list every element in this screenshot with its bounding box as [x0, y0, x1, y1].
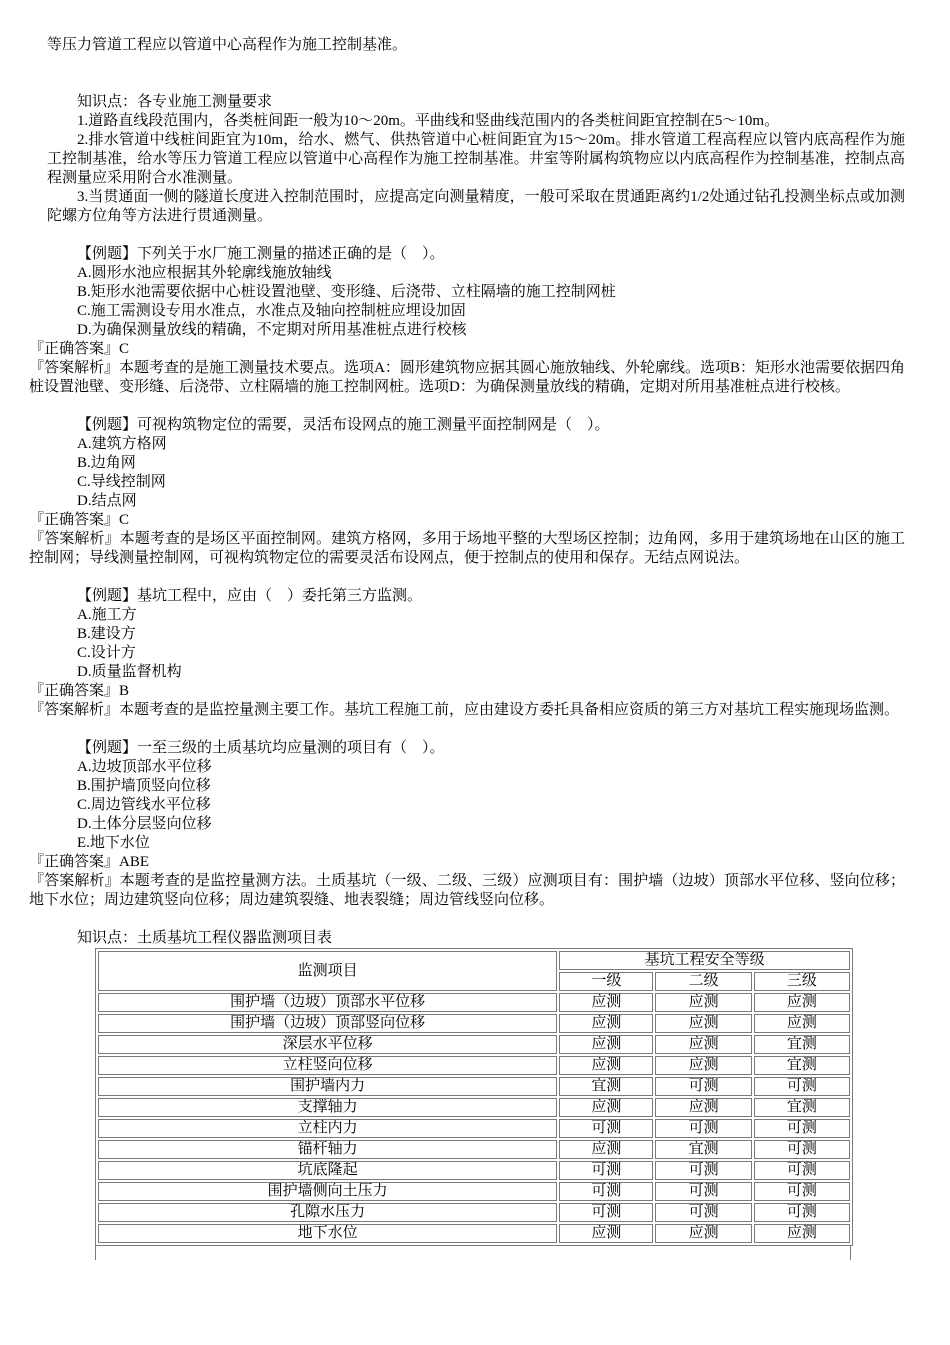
table-cell: 可测 [754, 1140, 850, 1159]
table-row [98, 1056, 850, 1075]
question-section [29, 739, 905, 910]
answer-option: C.设计方 [77, 645, 136, 661]
answer-option: B.围护墙顶竖向位移 [77, 778, 211, 794]
answer-analysis: 『答案解析』本题考查的是监控量测主要工作。基坑工程施工前，应由建设方委托具备相应资质的第三方对基坑工程实施现场监测。 [29, 702, 900, 718]
table-cell: 应测 [655, 1056, 751, 1075]
table-cell: 应测 [754, 1224, 850, 1243]
table-cell: 应测 [655, 1035, 751, 1054]
table-cell: 可测 [754, 1161, 850, 1180]
monitoring-item-cell: 锚杆轴力 [98, 1140, 557, 1159]
table-cell: 应测 [559, 1014, 653, 1033]
answer-option: D.土体分层竖向位移 [77, 816, 212, 832]
table-cell: 宜测 [754, 1098, 850, 1117]
table-cell: 应测 [559, 1140, 653, 1159]
table-cell: 宜测 [655, 1140, 751, 1159]
section-gap [47, 568, 905, 587]
table-title: 知识点：土质基坑工程仪器监测项目表 [77, 930, 333, 946]
correct-answer-line: 『正确答案』C [29, 512, 130, 528]
table-cell: 可测 [655, 1182, 751, 1201]
correct-answer-line: 『正确答案』C [29, 341, 130, 357]
answer-option: A.施工方 [77, 607, 137, 623]
table-cell: 应测 [559, 1224, 653, 1243]
table-header-cell: 三级 [754, 972, 850, 991]
table-cell: 可测 [754, 1182, 850, 1201]
table-row [98, 1140, 850, 1159]
answer-option: B.边角网 [77, 455, 136, 471]
monitoring-item-cell: 坑底隆起 [98, 1161, 557, 1180]
table-row [98, 1224, 850, 1243]
table-group-header-cell: 基坑工程安全等级 [559, 951, 850, 970]
table-row [98, 1035, 850, 1054]
table-cell: 应测 [559, 1035, 653, 1054]
answer-analysis: 『答案解析』本题考查的是施工测量技术要点。选项A：圆形建筑物应据其圆心施放轴线、外轮廓线。选项B：矩形水池需要依据四角桩设置池壁、变形缝、后浇带、立柱隔墙的施工控制网桩。选项D：为确保测量放线的精确，定期对所用基准桩点进行校核。 [29, 360, 905, 395]
table-header-row [98, 951, 850, 970]
table-cell: 应测 [655, 1224, 751, 1243]
question-section [29, 245, 905, 397]
table-cell: 可测 [655, 1203, 751, 1222]
table-cell: 应测 [655, 1098, 751, 1117]
monitoring-item-cell: 深层水平位移 [98, 1035, 557, 1054]
table-header-cell: 二级 [655, 972, 751, 991]
correct-answer-line: 『正确答案』ABE [29, 854, 150, 870]
measurement-rule-item: 3.当贯通面一侧的隧道长度进入控制范围时，应提高定向测量精度，一般可采取在贯通距离约1/2处通过钻孔投测坐标点或加测陀螺方位角等方法进行贯通测量。 [47, 189, 905, 224]
table-bottom-stub [95, 1246, 851, 1260]
table-cell: 应测 [559, 1056, 653, 1075]
measurement-rule-item: 2.排水管道中线桩间距宜为10m，给水、燃气、供热管道中心桩间距宜为15～20m。排水管道工程高程应以管内底高程作为施工控制基准，给水等压力管道工程应以管道中心高程作为施工控制基准。井室等附属构筑物应以内底高程作为控制基准，控制点高程测量应采用附合水准测量。 [47, 132, 905, 186]
monitoring-item-cell: 孔隙水压力 [98, 1203, 557, 1222]
answer-option: A.边坡顶部水平位移 [77, 759, 212, 775]
intro-paragraph: 等压力管道工程应以管道中心高程作为施工控制基准。 [47, 37, 408, 53]
table-cell: 应测 [655, 1014, 751, 1033]
table-row [98, 993, 850, 1012]
table-cell: 可测 [655, 1077, 751, 1096]
table-row [98, 1161, 850, 1180]
question-section [29, 416, 905, 568]
question-stem: 【例题】基坑工程中，应由（ ）委托第三方监测。 [77, 588, 423, 604]
table-row [98, 1014, 850, 1033]
table-cell: 宜测 [559, 1077, 653, 1096]
table-cell: 宜测 [754, 1035, 850, 1054]
answer-option: D.结点网 [77, 493, 137, 509]
answer-option: B.建设方 [77, 626, 136, 642]
answer-option: B.矩形水池需要依据中心桩设置池壁、变形缝、后浇带、立柱隔墙的施工控制网桩 [77, 284, 616, 300]
table-cell: 应测 [754, 1014, 850, 1033]
correct-answer-line: 『正确答案』B [29, 683, 130, 699]
table-cell: 可测 [559, 1203, 653, 1222]
table-cell: 可测 [754, 1077, 850, 1096]
monitoring-item-cell: 围护墙（边坡）顶部竖向位移 [98, 1014, 557, 1033]
answer-analysis: 『答案解析』本题考查的是场区平面控制网。建筑方格网，多用于场地平整的大型场区控制；边角网，多用于建筑场地在山区的施工控制网；导线测量控制网，可视构筑物定位的需要灵活布设网点，便于控制点的使用和保存。无结点网说法。 [29, 531, 905, 566]
table-row [98, 1119, 850, 1138]
table-cell: 可测 [559, 1182, 653, 1201]
answer-option: D.为确保测量放线的精确，不定期对所用基准桩点进行校核 [77, 322, 467, 338]
section-gap [47, 55, 905, 93]
knowledge-point-title: 知识点：各专业施工测量要求 [77, 94, 273, 110]
monitoring-item-cell: 地下水位 [98, 1224, 557, 1243]
table-cell: 可测 [754, 1119, 850, 1138]
monitoring-item-cell: 围护墙内力 [98, 1077, 557, 1096]
answer-option: D.质量监督机构 [77, 664, 182, 680]
table-cell: 可测 [754, 1203, 850, 1222]
table-row [98, 1203, 850, 1222]
table-cell: 可测 [559, 1119, 653, 1138]
measurement-rule-item: 1.道路直线段范围内，各类桩间距一般为10～20m。平曲线和竖曲线范围内的各类桩间距宜控制在5～10m。 [77, 113, 780, 129]
answer-option: C.周边管线水平位移 [77, 797, 211, 813]
table-cell: 应测 [655, 993, 751, 1012]
table-row [98, 1098, 850, 1117]
table-header-cell: 一级 [559, 972, 653, 991]
monitoring-item-cell: 围护墙（边坡）顶部水平位移 [98, 993, 557, 1012]
table-cell: 可测 [655, 1161, 751, 1180]
table-cell: 应测 [559, 993, 653, 1012]
answer-analysis: 『答案解析』本题考查的是监控量测方法。土质基坑（一级、二级、三级）应测项目有：围护墙（边坡）顶部水平位移、竖向位移；地下水位；周边建筑竖向位移；周边建筑裂缝、地表裂缝；周边管线竖向位移。 [29, 873, 905, 908]
table-cell: 可测 [559, 1161, 653, 1180]
answer-option: C.导线控制网 [77, 474, 166, 490]
monitoring-item-cell: 支撑轴力 [98, 1098, 557, 1117]
table-cell: 应测 [559, 1098, 653, 1117]
table-row [98, 1182, 850, 1201]
question-stem: 【例题】一至三级的土质基坑均应量测的项目有（ ）。 [77, 740, 445, 756]
section-gap [47, 720, 905, 739]
monitoring-items-table [95, 948, 853, 1246]
answer-option: A.建筑方格网 [77, 436, 167, 452]
table-header-cell: 监测项目 [98, 951, 557, 991]
question-stem: 【例题】可视构筑物定位的需要，灵活布设网点的施工测量平面控制网是（ ）。 [77, 417, 610, 433]
answer-option: A.圆形水池应根据其外轮廓线施放轴线 [77, 265, 332, 281]
table-cell: 宜测 [754, 1056, 850, 1075]
monitoring-item-cell: 围护墙侧向土压力 [98, 1182, 557, 1201]
monitoring-item-cell: 立柱内力 [98, 1119, 557, 1138]
question-section [29, 587, 905, 720]
monitoring-item-cell: 立柱竖向位移 [98, 1056, 557, 1075]
table-row [98, 1077, 850, 1096]
table-cell: 应测 [754, 993, 850, 1012]
answer-option: C.施工需测设专用水准点，水准点及轴向控制桩应埋设加固 [77, 303, 466, 319]
section-gap [47, 910, 905, 929]
question-stem: 【例题】下列关于水厂施工测量的描述正确的是（ ）。 [77, 246, 445, 262]
section-gap [47, 397, 905, 416]
section-gap [47, 226, 905, 245]
answer-option: E.地下水位 [77, 835, 150, 851]
table-cell: 可测 [655, 1119, 751, 1138]
